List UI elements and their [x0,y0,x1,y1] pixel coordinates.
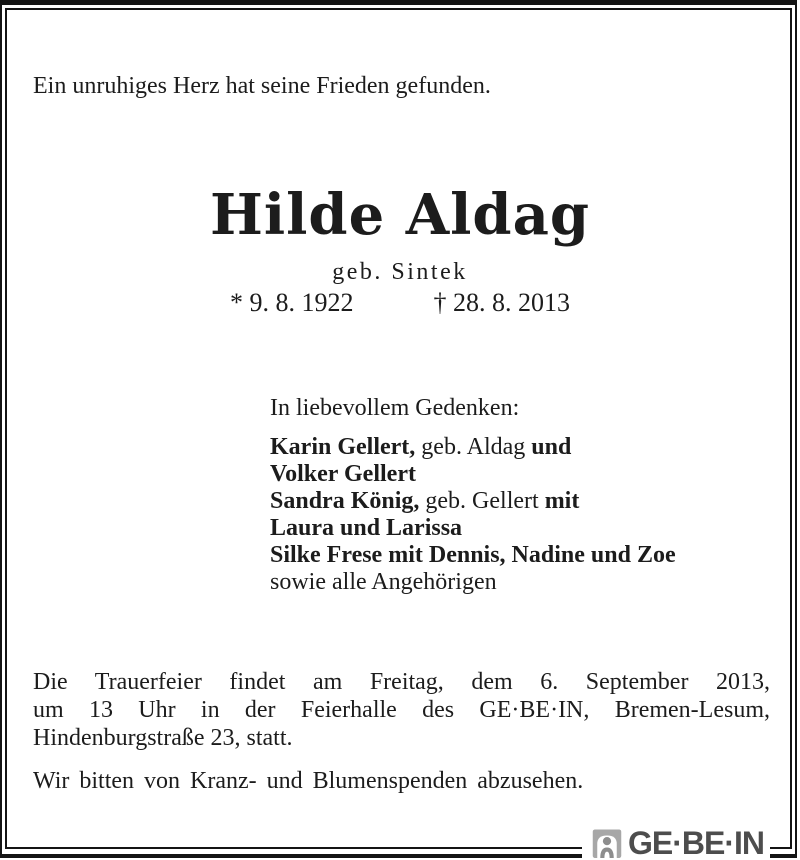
gebein-logo [582,826,770,858]
deceased-name: Hilde Aldag [209,182,591,248]
mourner-line: Volker Gellert [270,461,416,487]
mourner-line: Laura und Larissa [270,515,463,541]
funeral-info [33,668,770,752]
maiden-name: geb. Sintek [332,259,468,285]
mourners-heading: In liebevollem Gedenken: [270,395,520,421]
mourners-block [270,395,676,596]
donation-request-line: Wir bitten von Kranz- und Blumenspenden abzusehen. [33,768,584,794]
birth-date: * 9. 8. 1922 [230,288,354,317]
funeral-info-line: Hindenburgstraße 23, statt. [33,725,293,751]
mourner-line: Silke Frese mit Dennis, Nadine und Zoe [270,542,676,568]
mourner-line: Sandra König, geb. Gellert mit [270,488,580,514]
mourners-lines [270,434,676,596]
gebein-logo-text: GE·BE·IN [628,825,764,860]
funeral-info-line: Die Trauerfeier findet am Freitag, dem 6. September 2013, [33,669,770,695]
mourner-line: Karin Gellert, geb. Aldag und [270,434,572,460]
epitaph-line: Ein unruhiges Herz hat seine Frieden gefunden. [33,73,491,99]
life-dates [0,288,800,318]
funeral-info-line: um 13 Uhr in der Feierhalle des GE·BE·IN, Bremen-Lesum, [33,697,770,723]
death-date: † 28. 8. 2013 [433,288,570,317]
mourner-line: sowie alle Angehörigen [270,569,497,595]
gebein-figure-icon [592,828,622,858]
